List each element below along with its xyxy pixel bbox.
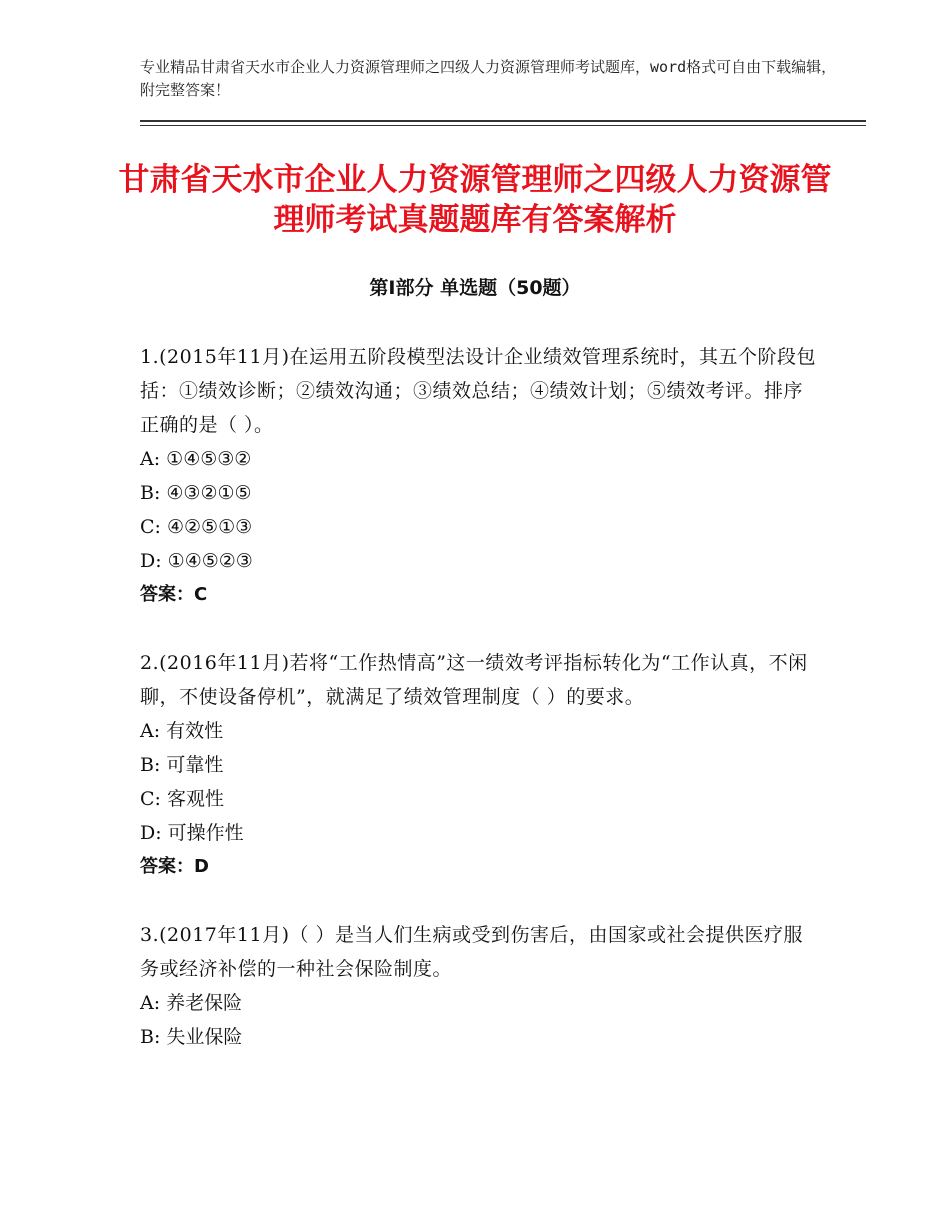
- option-a: A: ①④⑤③②: [140, 448, 252, 470]
- question-2: [140, 646, 820, 884]
- option-d: D: ①④⑤②③: [140, 550, 253, 572]
- option-c: C: 客观性: [140, 788, 224, 810]
- section-title: 第Ⅰ部分 单选题（50题）: [369, 277, 581, 299]
- question-stem: 1.(2015年11月)在运用五阶段模型法设计企业绩效管理系统时，其五个阶段包括：①绩效诊断；②绩效沟通；③绩效总结；④绩效计划；⑤绩效考评。排序正确的是（ ）。: [140, 346, 816, 436]
- option-a: A: 养老保险: [140, 992, 243, 1014]
- question-3: [140, 918, 820, 1054]
- answer: 答案：D: [140, 856, 209, 877]
- option-c: C: ④②⑤①③: [140, 516, 253, 538]
- header-divider-thin: [140, 125, 866, 126]
- header-divider-thick: [140, 120, 866, 122]
- option-d: D: 可操作性: [140, 822, 244, 844]
- header-note: 专业精品甘肃省天水市企业人力资源管理师之四级人力资源管理师考试题库，word格式可自由下载编辑，附完整答案！: [140, 58, 837, 99]
- option-b: B: 失业保险: [140, 1026, 243, 1048]
- answer: 答案：C: [140, 584, 208, 605]
- question-1: [140, 340, 820, 612]
- question-stem: 2.(2016年11月)若将“工作热情高”这一绩效考评指标转化为“工作认真，不闲聊，不使设备停机”，就满足了绩效管理制度（ ）的要求。: [140, 652, 808, 708]
- option-b: B: ④③②①⑤: [140, 482, 252, 504]
- option-a: A: 有效性: [140, 720, 224, 742]
- option-b: B: 可靠性: [140, 754, 224, 776]
- question-stem: 3.(2017年11月)（ ）是当人们生病或受到伤害后，由国家或社会提供医疗服务或经济补偿的一种社会保险制度。: [140, 924, 804, 980]
- document-title: 甘肃省天水市企业人力资源管理师之四级人力资源管理师考试真题题库有答案解析: [118, 162, 832, 238]
- question-list: [140, 340, 820, 1088]
